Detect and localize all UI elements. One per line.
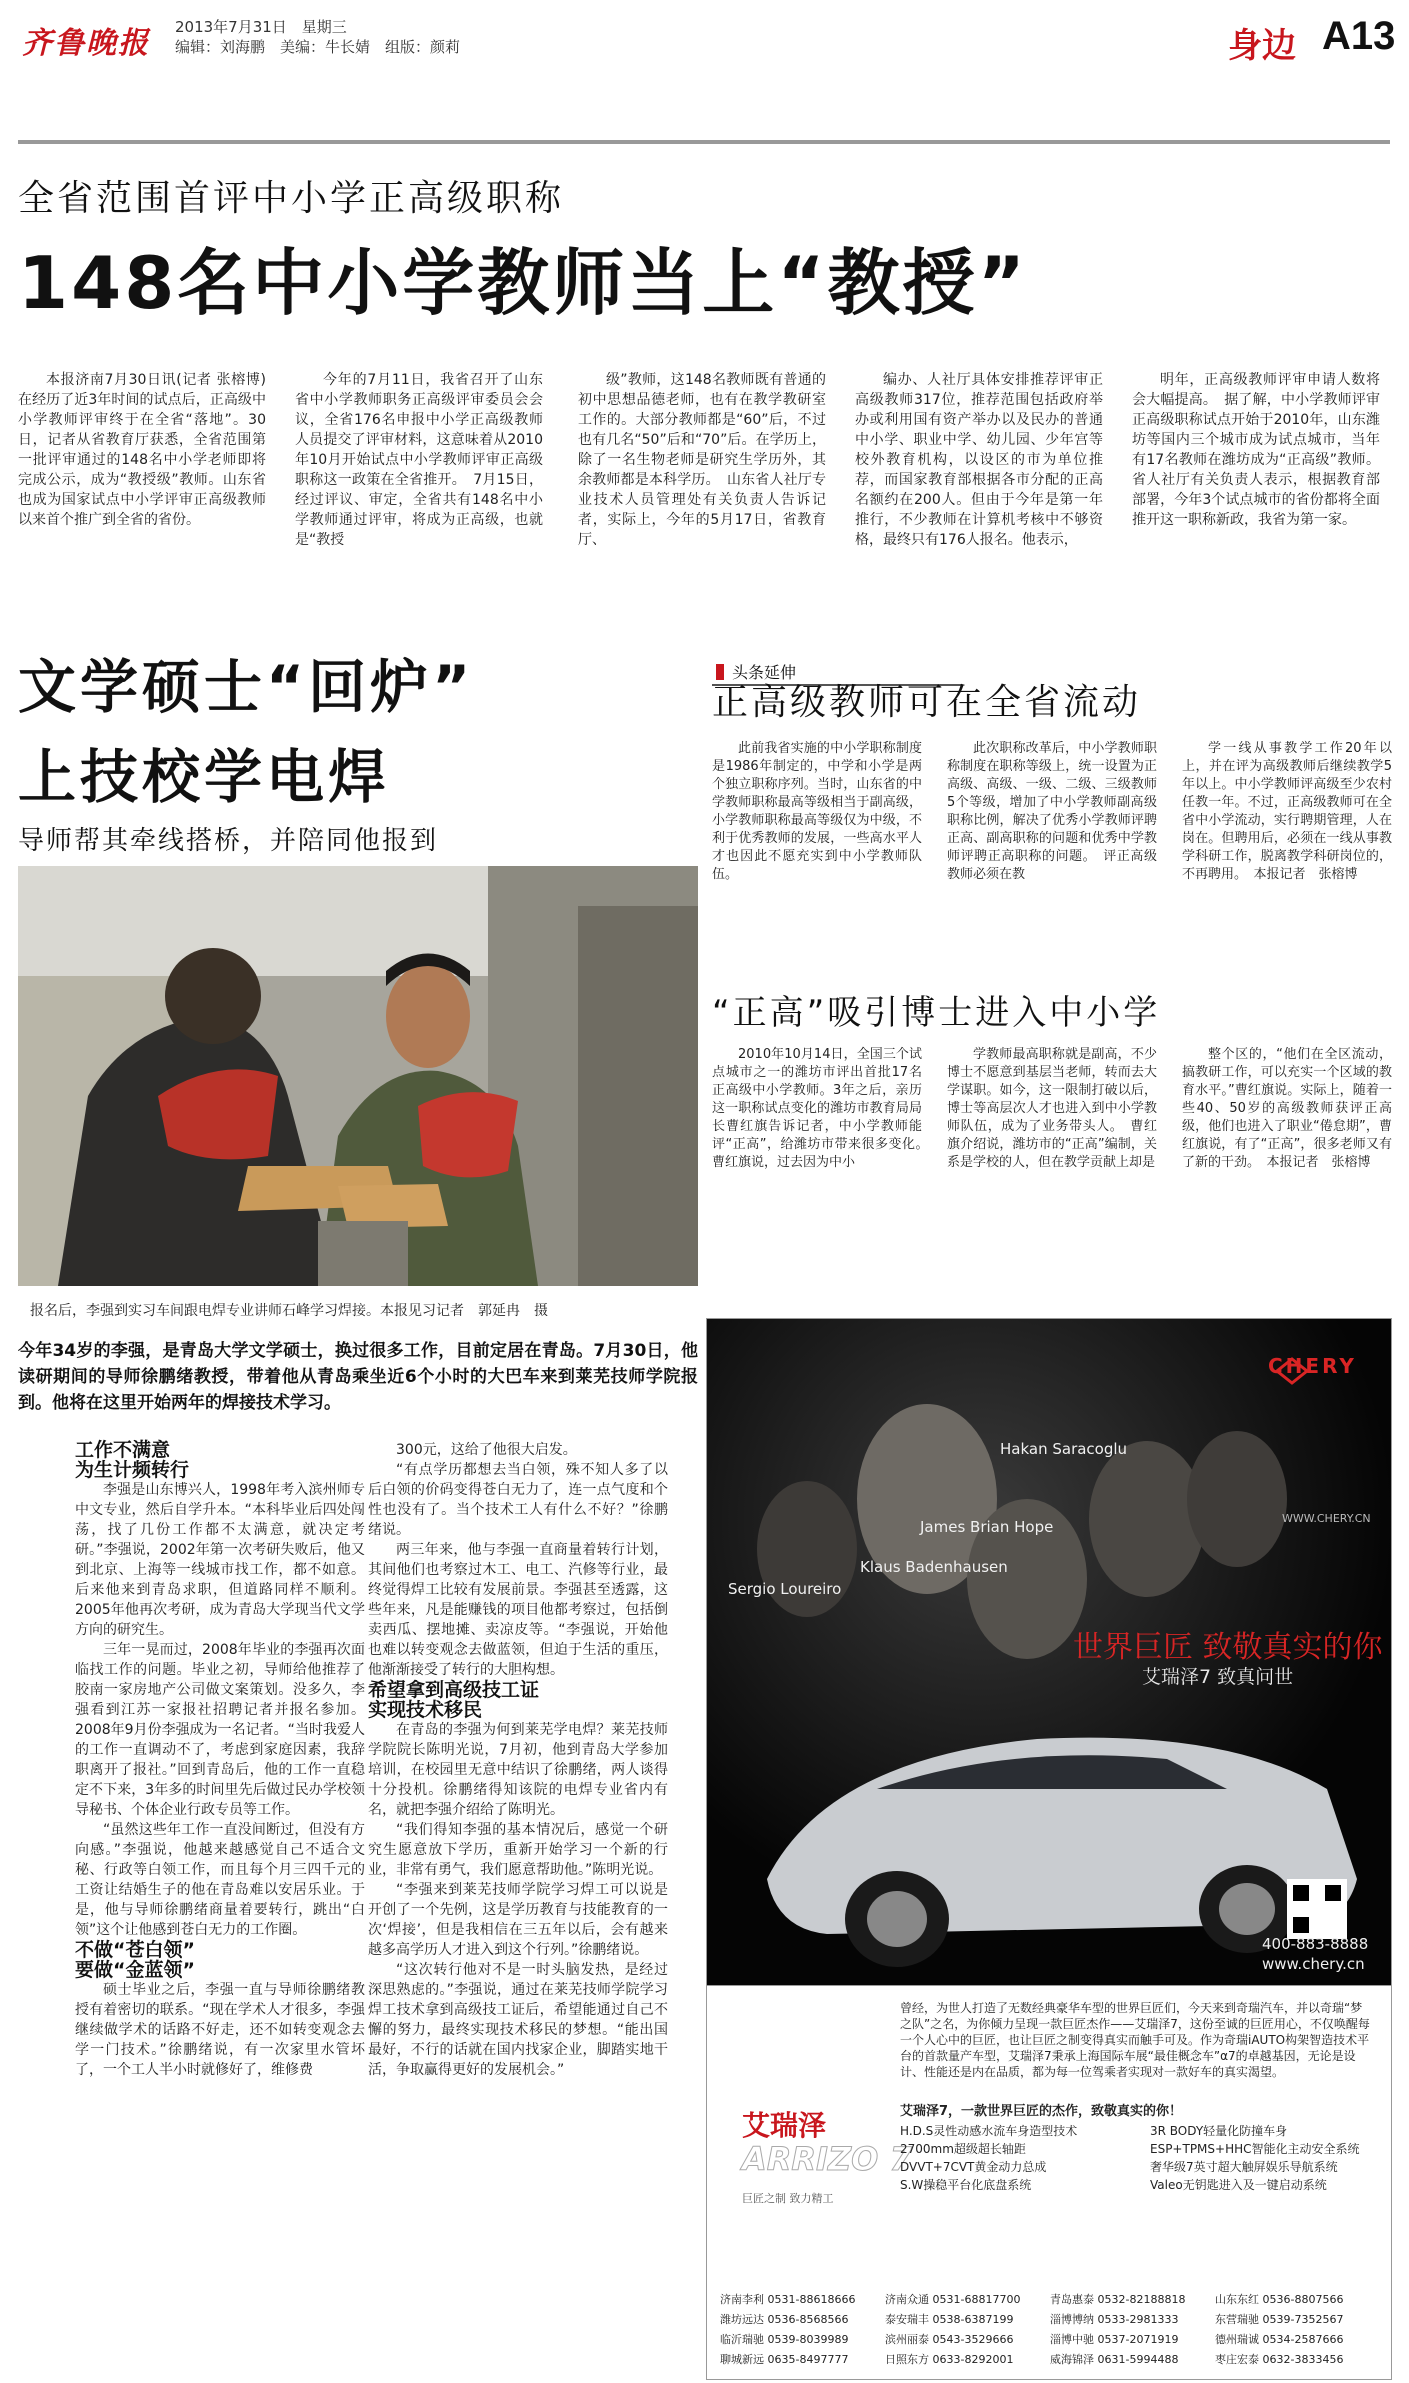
ad-slogan: 世界巨匠 致敬真实的你 [1073,1630,1383,1665]
ad-person-name: Sergio Loureiro [728,1580,842,1598]
ad-model-logo-en: ARRIZO 7 [742,2140,912,2178]
ad-url: WWW.CHERY.CN [1282,1512,1371,1525]
sidebar1-column-3: 学一线从事教学工作20年以上，并在评为高级教师后继续教学5年以上。中小学教师评高级至少农村任教一年。不过，正高级教师可在全省中小学流动，实行聘期管理，人在岗在。但聘用后，必须在一线从事教学科研工作，脱离教学科研岗位的，不再聘用。 本报记者 张榕博 [1182,741,1392,882]
ad-body-text: 曾经，为世人打造了无数经典豪华车型的世界巨匠们，今天来到奇瑞汽车，并以奇瑞“梦之队”之名，为你倾力呈现一款巨匠杰作——艾瑞泽7，这份至诚的巨匠用心，不仅唤醒每一个人心中的巨匠，也让巨匠之制变得真实而触手可及。作为奇瑞iAUTO构架智造技术平台的首款量产车型，艾瑞泽7秉承上海国际车展“最佳概念车”α7的卓越基因，无论是设计、性能还是内在品质，都为每一位驾乘者实现对一款好车的真实渴望。 [900,2001,1370,2079]
sidebar1-column-1: 此前我省实施的中小学职称制度是1986年制定的，中学和小学是两个独立职称序列。当时，山东省的中学教师职称最高等级相当于副高级，小学教师职称最高等级仅为中级，不利于优秀教师的发展，一些高水平人才也因此不愿充实到中小学教师队伍。 [712,741,922,882]
ad-person-name: Hakan Saracoglu [1000,1440,1128,1458]
subhead: 为生计频转行 [75,1459,190,1481]
story2-headline-line2: 上技校学电焊 [18,743,391,811]
sidebar-title-1: 正高级教师可在全省流动 [712,682,1142,723]
photo-caption: 报名后，李强到实习车间跟电焊专业讲师石峰学习焊接。本报见习记者 郭延冉 摄 [30,1303,548,1319]
story2-headline-line1: 文学硕士“回炉” [18,653,475,721]
ad-model-sub: 巨匠之制 致力精工 [742,2192,834,2205]
issue-date: 2013年7月31日 星期三 [175,18,347,36]
sidebar1-column-2: 此次职称改革后，中小学教师职称制度在职称等级上，统一设置为正高级、高级、一级、二级、三级教师5个等级，增加了中小学教师副高级职称比例，解决了优秀小学教师评聘正高、副高职称的问题和优秀中学教师评聘正高职称的问题。 评正高级教师必须在教 [947,741,1157,882]
ad-features-right: 3R BODY轻量化防撞车身 ESP+TPMS+HHC智能化主动安全系统 奢华级7英寸超大触屏娱乐导航系统 Valeo无钥匙进入及一键启动系统 [1150,2124,1360,2192]
story1-column-4: 编办、人社厅具体安排推荐评审正高级教师317位，推荐范围包括政府举办或利用国有资产举办以及民办的普通中小学、职业中学、幼儿园、少年宫等校外教育机构，以设区的市为单位推荐，而国家教育部根据各市分配的正高名额约在200人。但由于今年是第一年推行，不少教师在计算机考核中不够资格，最终只有176人报名。他表示， [855,372,1103,548]
staff-credits: 编辑：刘海鹏 美编：牛长婧 组版：颜莉 [175,38,461,56]
story2-subtitle: 导师帮其牵线搭桥，并陪同他报到 [18,826,439,856]
ad-slogan-sub: 艾瑞泽7 致真问世 [1142,1666,1294,1688]
newspaper-logo: 齐鲁晚报 [22,26,150,61]
ad-person-name: James Brian Hope [920,1518,1054,1536]
ad-features-left: H.D.S灵性动感水流车身造型技术 2700mm超级超长轴距 DVVT+7CVT黄金动力总成 S.W操稳平台化底盘系统 [900,2124,1078,2192]
subhead: 不做“苍白领” [75,1939,195,1961]
story2-column-2: 300元，这给了他很大启发。 “有点学历都想去当白领，殊不知人多了以后白领的价码变得苍白无力了，连一点气度和个性也没有了。当个技术工人有什么不好？”徐鹏绪说。 两三年来，他与李强一直商量着转行计划，其间他们也考察过木工、电工、汽修等行业，最终觉得焊工比较有发展前景。李强甚至透露，这些年来，凡是能赚钱的项目他都考察过，包括倒卖西瓜、摆地摊、卖凉皮等。“李强说，开始他也难以转变观念去做蓝领，但迫于生活的重压，他渐渐接受了转行的大胆构想。 希望拿到高级技工证 实现技术移民 在青岛的李强为何到莱芜学电焊？莱芜技师学院院长陈明光说，7月初，他到青岛大学参加培训，在校园里无意中结识了徐鹏绪，两人谈得十分投机。徐鹏绪得知该院的电焊专业省内有名，就把李强介绍给了陈明光。 “我们得知李强的基本情况后，感觉一个研究生愿意放下学历，重新开始学习一个新的行业，非常有勇气，我们愿意帮助他。”陈明光说。 “李强来到莱芜技师学院学习焊工可以说是开创了一个先例，这是学历教育与技能教育的一次‘焊接’，但是我相信在三五年以后，会有越来越多高学历人才进入到这个行列。”徐鹏绪说。 “这次转行他对不是一时头脑发热，是经过深思熟虑的。”李强说，通过在莱芜技师学院学习焊工技术拿到高级技工证后，希望能通过自己不懈的努力，最终实现技术移民的梦想。“能出国最好，不行的话就在国内找家企业，脚踏实地干活，争取赢得更好的发展机会。” [368,1442,668,2078]
story2-column-1: 工作不满意 为生计频转行 李强是山东博兴人，1998年考入滨州师专中文专业，然后自学升本。“本科毕业后四处闯荡，找了几份工作都不太满意，就决定考研。”李强说，2002年第一次考研失败后，他又到北京、上海等一线城市找工作，都不如意。后来他来到青岛求职，但道路同样不顺利。2005年他再次考研，成为青岛大学现当代文学方向的研究生。 三年一晃而过，2008年毕业的李强再次面临找工作的问题。毕业之初，导师给他推荐了胶南一家房地产公司做文案策划。没多久，李强看到江苏一家报社招聘记者并报名参加。2008年9月份李强成为一名记者。“当时我爱人的工作一直调动不了，考虑到家庭因素，我辞职离开了报社。”回到青岛后，他的工作一直稳定不下来，3年多的时间里先后做过民办学校领导秘书、个体企业行政专员等工作。 “虽然这些年工作一直没间断过，但没有方向感。”李强说，他越来越感觉自己不适合文秘、行政等白领工作，而且每个月三四千元的工资让结婚生子的他在青岛难以安居乐业。于是，他与导师徐鹏绪商量着要转行，跳出“白领”这个让他感到苍白无力的工作圈。 不做“苍白领” 要做“金蓝领” 硕士毕业之后，李强一直与导师徐鹏绪教授有着密切的联系。“现在学术人才很多，李强继续做学术的话路不好走，还不如转变观念去学一门技术。”徐鹏绪说，有一次家里水管坏了，一个工人半小时就修好了，维修费 [75,1439,365,2078]
section-name: 身边 [1228,26,1296,66]
subhead: 实现技术移民 [368,1699,483,1721]
sidebar2-column-1: 2010年10月14日，全国三个试点城市之一的潍坊市评出首批17名正高级中小学教师。3年之后，亲历这一职称试点变化的潍坊市教育局局长曹红旗告诉记者，中小学教师能评“正高”，给潍坊市带来很多变化。 曹红旗说，过去因为中小 [712,1047,936,1170]
sidebar-tab-label: 头条延伸 [712,660,962,686]
subhead: 要做“金蓝领” [75,1959,195,1981]
story2-lead: 今年34岁的李强，是青岛大学文学硕士，换过很多工作，目前定居在青岛。7月30日，他读研期间的导师徐鹏绪教授，带着他从青岛乘坐近6个小时的大巴车来到莱芜技师学院报到。他将在这里开始两年的焊接技术学习。 [18,1341,698,1413]
subhead: 希望拿到高级技工证 [368,1679,540,1701]
sidebar2-column-3: 整个区的，“他们在全区流动，搞教研工作，可以充实一个区域的教育水平。”曹红旗说。实际上，随着一些40、50岁的高级教师获评正高级，他们也进入了职业“倦怠期”，曹红旗说，有了“正高”，很多老师又有了新的干劲。 本报记者 张榕博 [1182,1047,1392,1170]
ad-website: www.chery.cn [1262,1955,1365,1973]
story1-column-5: 明年，正高级教师评审申请人数将会大幅提高。 据了解，中小学教师评审正高级职称试点开始于2010年，山东潍坊等国内三个城市成为试点城市，当年有17名教师在潍坊成为“正高级”教师。省人社厅有关负责人表示，根据教育部部署，今年3个试点城市的省份都将全面推开这一职称新政，我省为第一家。 [1132,372,1380,528]
sidebar-title-2: “正高”吸引博士进入中小学 [712,993,1161,1033]
story1-kicker: 全省范围首评中小学正高级职称 [18,178,565,219]
story1-column-3: 级”教师，这148名教师既有普通的初中思想品德老师，也有在教学教研室工作的。大部分教师都是“60”后，不过也有几名“50”后和“70”后。在学历上，除了一名生物老师是研究生学历外，其余教师都是本科学历。 山东省人社厅专业技术人员管理处有关负责人告诉记者，实际上，今年的5月17日，省教育厅、 [578,372,826,548]
story1-column-2: 今年的7月11日，我省召开了山东省中小学教师职务正高级评审委员会会议，全省176名申报中小学正高级教师人员提交了评审材料，这意味着从2010年10月开始试点中小学教师评审正高级职称这一政策在全省推开。 7月15日，经过评议、审定，全省共有148名中小学教师通过评审，将成为正高级，也就是“教授 [295,372,543,548]
ad-person-name: Klaus Badenhausen [860,1558,1008,1576]
welding-photo-illustration [18,866,698,1286]
sidebar2-column-2: 学教师最高职称就是副高，不少博士不愿意到基层当老师，转而去大学谋职。如今，这一限制打破以后，博士等高层次人才也进入到中小学教师队伍，成为了业务带头人。 曹红旗介绍说，潍坊市的“正高”编制，关系是学校的人，但在教学贡献上却是 [947,1047,1157,1170]
ad-dealer-list: 济南李利 0531-88618666 济南众通 0531-68817700 青岛惠泰 0532-82188818 山东东红 0536-8807566 潍坊远达 0536-8568566 泰安瑞丰 0538-6387199 淄博博纳 0533-2981333 东营瑞驰 0539-7352567 临沂瑞驰 0539-8039989 滨州丽泰 0543-3529666 淄博中驰 0537-2071919 德州瑞诚 0534-2587666 聊城新远 0635-8497777 日照东方 0633-8292001 威海锦泽 0631-5994488 枣庄宏泰 0632-3833456 [720,2293,1344,2366]
story1-column-1: 本报济南7月30日讯(记者 张榕博) 在经历了近3年时间的试点后，正高级中小学教师评审终于在全省“落地”。30日，记者从省教育厅获悉，全省范围第一批评审通过的148名中小学老师即将完成公示，成为“教授级”教师。山东省也成为国家试点中小学评审正高级教师以来首个推广到全省的省份。 [18,372,266,528]
ad-brand-logo: CHERY [1268,1354,1357,1378]
welding-photo [18,866,698,1286]
story1-headline: 148名中小学教师当上“教授” [18,241,1028,325]
ad-phone: 400-883-8888 [1262,1935,1369,1953]
ad-model-logo: 艾瑞泽 [742,2109,827,2142]
subhead: 工作不满意 [75,1439,171,1461]
masthead-rule [18,140,1390,144]
page-number: A13 [1322,14,1396,58]
ad-tagline: 艾瑞泽7，一款世界巨匠的杰作，致敬真实的你！ [900,2104,1183,2119]
